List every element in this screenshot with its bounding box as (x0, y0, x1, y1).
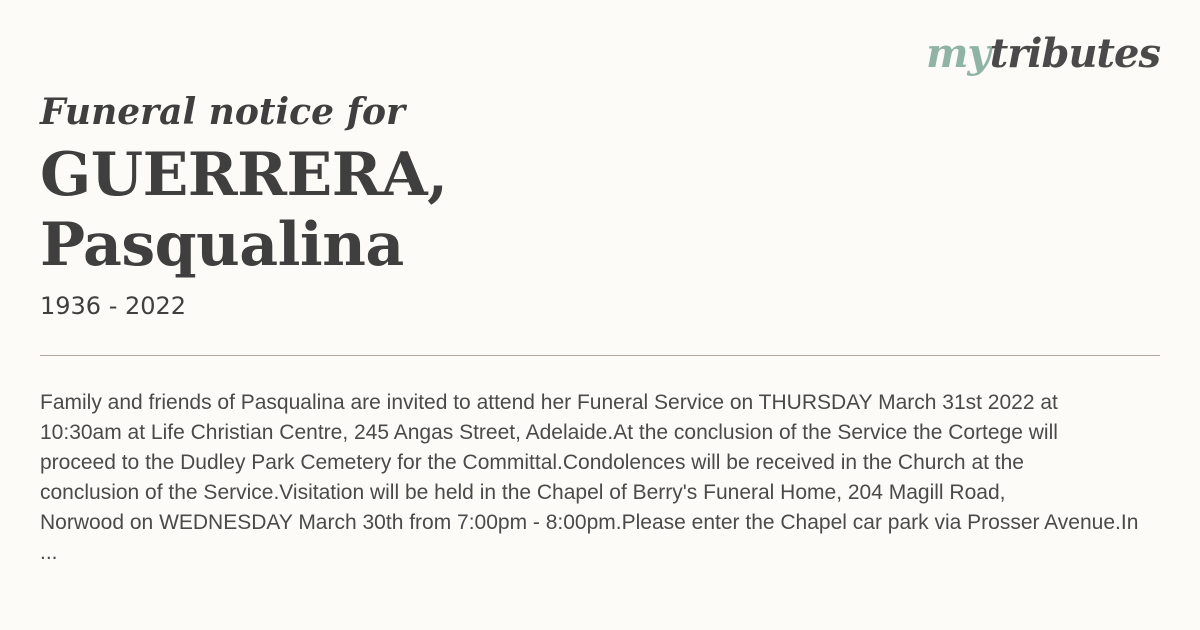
deceased-surname: GUERRERA, (40, 140, 448, 210)
notice-intro-heading: Funeral notice for (40, 91, 405, 133)
notice-body (40, 388, 1180, 568)
life-years: 1936 - 2022 (40, 292, 187, 320)
notice-body-line: Norwood on WEDNESDAY March 30th from 7:00pm - 8:00pm.Please enter the Chapel car park via Prosser Avenue.In (40, 511, 1139, 534)
logo-part-my: my (926, 30, 990, 77)
notice-body-line: Family and friends of Pasqualina are invited to attend her Funeral Service on THURSDAY March 31st 2022 at (40, 391, 1058, 414)
notice-body-ellipsis: ... (40, 541, 58, 564)
deceased-given-name: Pasqualina (40, 210, 404, 280)
notice-body-line: proceed to the Dudley Park Cemetery for the Committal.Condolences will be received in the Church at the (40, 451, 1024, 474)
notice-body-line: conclusion of the Service.Visitation will be held in the Chapel of Berry's Funeral Home, 204 Magill Road, (40, 481, 1006, 504)
notice-body-line: 10:30am at Life Christian Centre, 245 Angas Street, Adelaide.At the conclusion of the Service the Cortege will (40, 421, 1058, 444)
logo-part-tributes: tributes (989, 30, 1160, 77)
deceased-name (40, 140, 448, 280)
section-divider (40, 355, 1160, 356)
mytributes-logo[interactable] (926, 30, 1160, 77)
